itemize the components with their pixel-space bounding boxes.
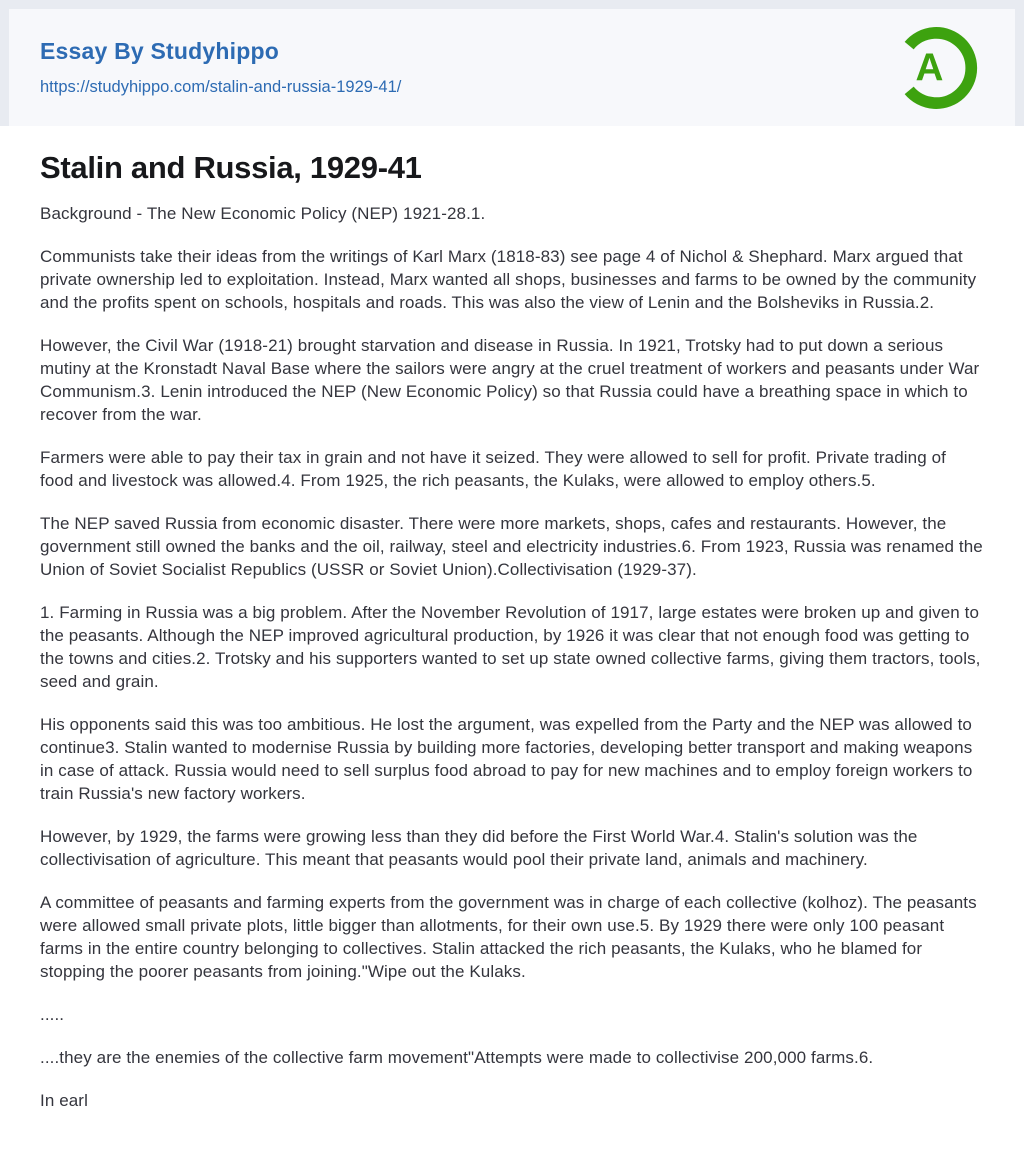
header-text-block (40, 38, 401, 97)
paragraph: In earl (40, 1091, 88, 1110)
paragraph: However, the Civil War (1918-21) brought starvation and disease in Russia. In 1921, Trotsky had to put down a serious mutiny at the Kronstadt Naval Base where the sailors were angry at the cruel treatment of workers and peasants under War Communism.3. Lenin introduced the NEP (New Economic Policy) so that Russia could have a breathing space in which to recover from the war. (40, 336, 980, 424)
paragraph: Farmers were able to pay their tax in grain and not have it seized. They were allowed to sell for profit. Private trading of food and livestock was allowed.4. From 1925, the rich peasants, the Kulaks, were allowed to employ others.5. (40, 448, 946, 490)
paragraph: However, by 1929, the farms were growing less than they did before the First World War.4. Stalin's solution was the collectivisation of agriculture. This meant that peasants would pool their private land, animals and machinery. (40, 827, 918, 869)
page-header (0, 0, 1024, 126)
studyhippo-logo-icon (889, 23, 979, 113)
page-title: Stalin and Russia, 1929-41 (40, 150, 422, 185)
paragraph: Communists take their ideas from the writings of Karl Marx (1818-83) see page 4 of Nichol & Shephard. Marx argued that private ownership led to exploitation. Instead, Marx wanted all shops, businesses and farms to be owned by the community and the profits spent on schools, hospitals and roads. This was also the view of Lenin and the Bolsheviks in Russia.2. (40, 247, 977, 312)
paragraph: His opponents said this was too ambitious. He lost the argument, was expelled from the Party and the NEP was allowed to continue3. Stalin wanted to modernise Russia by building more factories, developing better transport and making weapons in case of attack. Russia would need to sell surplus food abroad to pay for new machines and to employ foreign workers to train Russia's new factory workers. (40, 715, 973, 803)
paragraph: ..... (40, 1005, 65, 1024)
paragraph: A committee of peasants and farming experts from the government was in charge of each collective (kolhoz). The peasants were allowed small private plots, little bigger than allotments, for their own use.5. By 1929 there were only 100 peasant farms in the entire country belonging to collectives. Stalin attacked the rich peasants, the Kulaks, who he blamed for stopping the poorer peasants from joining."Wipe out the Kulaks. (40, 893, 977, 981)
paragraph: 1. Farming in Russia was a big problem. After the November Revolution of 1917, large estates were broken up and given to the peasants. Although the NEP improved agricultural production, by 1926 it was clear that not enough food was getting to the towns and cities.2. Trotsky and his supporters wanted to set up state owned collective farms, giving them tractors, tools, seed and grain. (40, 603, 981, 691)
article-subtitle: Background - The New Economic Policy (NEP) 1921-28.1. (40, 204, 486, 223)
site-title: Essay By Studyhippo (40, 38, 279, 64)
article (0, 126, 1024, 1172)
paragraph: ....they are the enemies of the collective farm movement"Attempts were made to collectivise 200,000 farms.6. (40, 1048, 874, 1067)
header-card (9, 9, 1015, 126)
page-url-link[interactable]: https://studyhippo.com/stalin-and-russia-1929-41/ (40, 78, 402, 96)
logo-letter: A (915, 46, 944, 90)
paragraph: The NEP saved Russia from economic disaster. There were more markets, shops, cafes and restaurants. However, the government still owned the banks and the oil, railway, steel and electricity industries.6. From 1923, Russia was renamed the Union of Soviet Socialist Republics (USSR or Soviet Union).Collectivisation (1929-37). (40, 514, 983, 579)
